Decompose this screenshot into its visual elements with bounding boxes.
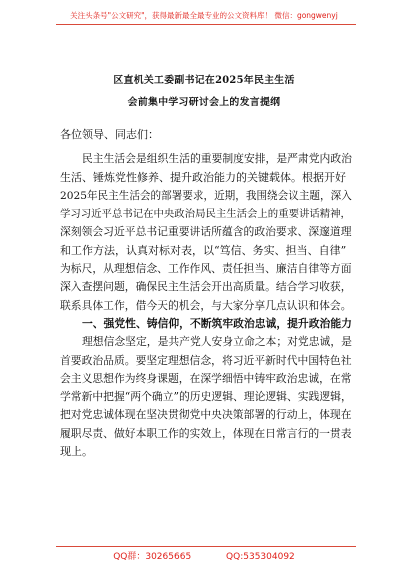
footer-rule <box>56 546 356 547</box>
paragraph-line: 联系具体工作，借今天的机会，与大家分享几点认识和体会。 <box>60 298 352 312</box>
paragraph-line: 学习习近平总书记在中央政治局民主生活会上的重要讲话精神， <box>60 208 351 221</box>
footer-qq-group: QQ群：30265665 <box>113 552 192 562</box>
title-line-1: 区直机关工委副书记在2025年民主生活 <box>113 75 295 86</box>
paragraph-line: 理想信念坚定，是共产党人安身立命之本；对党忠诚，是 <box>82 335 352 349</box>
paragraph-line: 现上。 <box>60 445 93 459</box>
paragraph-line: 为标尺，从理想信念、工作作风、责任担当、廉洁自律等方面 <box>60 262 352 276</box>
paragraph-line: 首要政治品质。要坚定理想信念，将习近平新时代中国特色社 <box>60 353 352 367</box>
section-heading-1: 一、强党性、铸信仰，不断筑牢政治忠诚，提升政治能力 <box>82 316 352 330</box>
paragraph-line: 履职尽责、做好本职工作的实效上，体现在日常言行的一贯表 <box>60 426 352 440</box>
header-note: 关注头条号"公文研究"，获得最新最全最专业的公文资料库！ 微信：gongwenyj <box>70 11 338 20</box>
paragraph-2 <box>60 333 356 461</box>
footer <box>0 549 408 562</box>
paragraph-line: 和工作方法，认真对标对表，以“笃信、务实、担当、自律” <box>60 243 347 257</box>
paragraph-1 <box>60 150 356 315</box>
paragraph-line: 深刻领会习近平总书记重要讲话所蕴含的政治要求、深邃道理 <box>60 225 352 239</box>
footer-qq: QQ:535304092 <box>226 552 295 562</box>
document-title <box>0 70 408 114</box>
paragraph-line: 民主生活会是组织生活的重要制度安排，是严肃党内政治 <box>82 152 352 166</box>
paragraph-line: 会主义思想作为终身课题，在深学细悟中铸牢政治忠诚，在常 <box>60 371 352 385</box>
salutation: 各位领导、同志们： <box>60 128 159 141</box>
paragraph-line: 深入查摆问题，确保民主生活会开出高质量。结合学习收获， <box>60 280 352 294</box>
paragraph-line: 把对党忠诚体现在坚决贯彻党中央决策部署的行动上，体现在 <box>60 408 352 422</box>
header-rule <box>56 24 356 25</box>
paragraph-line: 2025年民主生活会的部署要求，近期，我围绕会议主题，深入 <box>60 189 352 202</box>
paragraph-line: 学常新中把握“两个确立”的历史逻辑、理论逻辑、实践逻辑， <box>60 390 352 404</box>
title-line-2: 会前集中学习研讨会上的发言提纲 <box>127 97 281 108</box>
paragraph-line: 生活、锤炼党性修养、提升政治能力的关键载体。根据开好 <box>60 170 346 184</box>
document-body <box>60 126 356 461</box>
